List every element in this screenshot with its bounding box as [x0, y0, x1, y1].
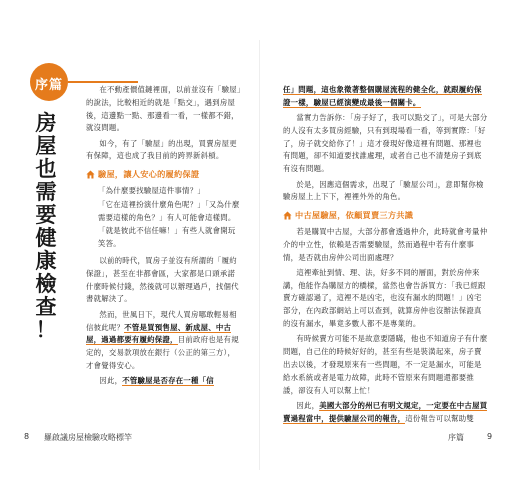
quote-line: 「為什麼要找驗屋這件事情？」 — [98, 186, 205, 196]
body-paragraph — [86, 375, 242, 388]
page-number: 8 — [24, 432, 30, 441]
title-char: 查 — [35, 295, 57, 319]
highlighted-text: 美國大部分的州已有明文規定，一定要在中古屋買賣過程當中，提供驗屋公司的報告， — [283, 400, 488, 423]
highlighted-text: 不管是買預售屋、新成屋、中古屋，過過都要有履約保證， — [86, 322, 232, 345]
page-number: 9 — [487, 432, 493, 441]
title-char: ！ — [35, 318, 57, 342]
highlighted-text: 不管驗屋是否存在一種「信 — [122, 376, 214, 386]
highlighted-text: 任」問題，這也象徵著整個購屋流程的健全化，就跟履約保證一樣，驗屋已經演變成最後一個關卡。 — [283, 85, 482, 107]
house-icon — [283, 211, 292, 220]
section-heading — [86, 168, 242, 181]
tab-rule — [68, 81, 138, 83]
body-text: 然而，世風日下，現代人買房哪敢輕易相信彼此呢？ — [86, 309, 237, 332]
house-icon — [86, 170, 95, 179]
title-char: 屋 — [35, 134, 57, 158]
body-paragraph: 若是購買中古屋，大部分都會透過仲介，此時就會考量仲介的中立性，依賴是否需要驗屋，然而過程中若有什麼事情，是否就由房仲公司出面處理？ — [283, 226, 488, 262]
body-paragraph: 以前的時代，買房子並沒有所謂的「履約保證」，甚至在非都會區，大家都是口頭承諾什麼時候付錢，然後就可以辦理過戶，找個代書就解決了。 — [86, 256, 239, 304]
body-text: 目前政府也是有規定的，交易款項放在銀行（公正的第三方），才會覺得安心。 — [86, 335, 239, 370]
body-paragraph — [86, 309, 242, 373]
section-tab — [30, 63, 70, 99]
running-section-title: 序篇 — [448, 433, 464, 442]
body-paragraph: 這裡牽扯到情、理、法，好多不同的層面，對於房仲來講，他能作為購屋方的橋樑，當然也會告訴買方：「我已經跟賣方確認過了，這裡不是凶宅，也沒有漏水的問題！」凶宅部分，在內政部網站上可以查到，就算房仲也沒辦法保證真的沒有漏水，畢竟多數人都不是專業的。 — [283, 267, 486, 329]
body-paragraph: 當實力告訴你：「房子好了，我可以點交了」，可是大部分的人沒有太多買房經驗，只有到現場看一看，等到實際：「好了，房子就交給你了！」這才發現好像這裡有問題、那裡也有問題，卻不知道要找誰處理，或者自己也不清楚房子到底有沒有問題。 — [283, 113, 488, 174]
body-text: 這份報告可以幫助雙 — [405, 413, 475, 423]
title-char: 房 — [35, 111, 57, 135]
body-paragraph: 有時候賣方可能不是故意要隱瞞，他也不知道房子有什麼問題，自己住的時候好好的，甚至有些是裝潢起來，房子賣出去以後，才發現原來有一些問題，不一定是漏水，可能是給水系統或者是電力故障，此時不管原來有問題還都要推諉，卻沒有人可以幫上忙！ — [283, 334, 488, 395]
body-paragraph: 如今，有了「驗屋」的出現，買賣房屋更有保障，這也成了我目前的跨界新斜槓。 — [86, 138, 237, 161]
title-char: 健 — [35, 226, 57, 250]
body-paragraph: 在不動產價值鏈裡面，以前並沒有「驗屋」的說法，比較相近的就是「點交」，遇到房屋後，這邊點一點、那邊看一看，一樣都不錯，就沒問題。 — [86, 85, 241, 133]
title-char: 康 — [35, 249, 57, 273]
right-body — [283, 84, 489, 428]
title-char: 檢 — [35, 272, 57, 296]
section-heading — [283, 209, 489, 222]
tab-label: 序篇 — [34, 78, 63, 93]
title-char: 也 — [35, 157, 57, 181]
chapter-title — [34, 112, 58, 342]
title-char: 需 — [35, 180, 57, 204]
body-paragraph: 於是，因應這個需求，出現了「驗屋公司」，意即幫你檢驗房屋上上下下，裡裡外外的角色。 — [283, 179, 484, 202]
quote-line: 「就是彼此不信任嘛！」有些人就會開玩笑答。 — [98, 226, 236, 249]
quote-line: 「它在這裡扮演什麼角色呢？」「又為什麼需要這樣的角色？」有人可能會這樣問。 — [98, 199, 240, 222]
section-heading-text: 中古屋驗屋，依顧買賣三方共識 — [295, 210, 414, 221]
title-char: 要 — [35, 203, 57, 227]
body-text: 因此， — [296, 400, 320, 410]
quote-block — [86, 185, 242, 251]
body-paragraph — [283, 84, 489, 110]
left-body — [86, 84, 242, 391]
section-heading-text: 驗屋，讓人安心的履約保證 — [98, 169, 200, 180]
running-book-title: 羅啟議房屋檢驗攻略標竿 — [44, 433, 132, 442]
body-text: 因此， — [99, 376, 123, 386]
body-paragraph — [283, 400, 489, 426]
